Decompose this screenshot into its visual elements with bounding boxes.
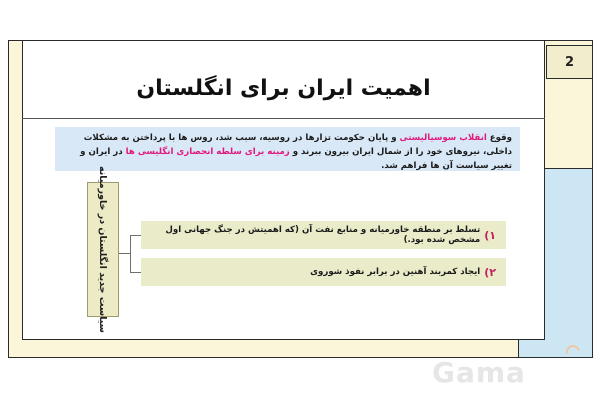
intro-paragraph [55,127,520,171]
side-label: سیاست جدید انگلستان در خاورمیانه [97,165,109,334]
item-text: ایجاد کمربند آهنین در برابر نفوذ شوروی [310,267,481,277]
page-number: 2 [546,45,593,79]
gama-watermark: Gama [432,356,526,389]
list-item [141,258,506,286]
connector-vertical [130,235,131,272]
item-text: تسلط بر منطقه خاورمیانه و منابع نفت آن (که اهمیتش در جنگ جهانی اول مشخص شده بود.) [165,225,481,245]
intro-highlight-dominance: زمینه برای سلطه انحصاری انگلیسی ها [125,147,290,157]
item-number: ۲) [484,265,496,279]
title-divider [22,118,545,119]
connector-item-2 [130,272,141,273]
intro-text-part1: وقوع [486,133,512,143]
intro-text-part2: و پایان حکومت تزارها در روسیه، سبب شد، روس ها با پرداختن به مشکلات داخلی، نیروهای خود را از شمال ایران بیرون ببرند و [83,133,512,157]
page-title: اهمیت ایران برای انگلستان [136,76,431,101]
intro-text-part3: در ایران و تغییر سیاست آن ها فراهم شد. [80,147,512,171]
item-number: ۱) [484,228,496,242]
list-item [141,221,506,249]
intro-highlight-revolution: انقلاب سوسیالیستی [399,133,487,143]
side-label-box [87,165,119,334]
connector-main [119,253,130,254]
connector-item-1 [130,235,141,236]
